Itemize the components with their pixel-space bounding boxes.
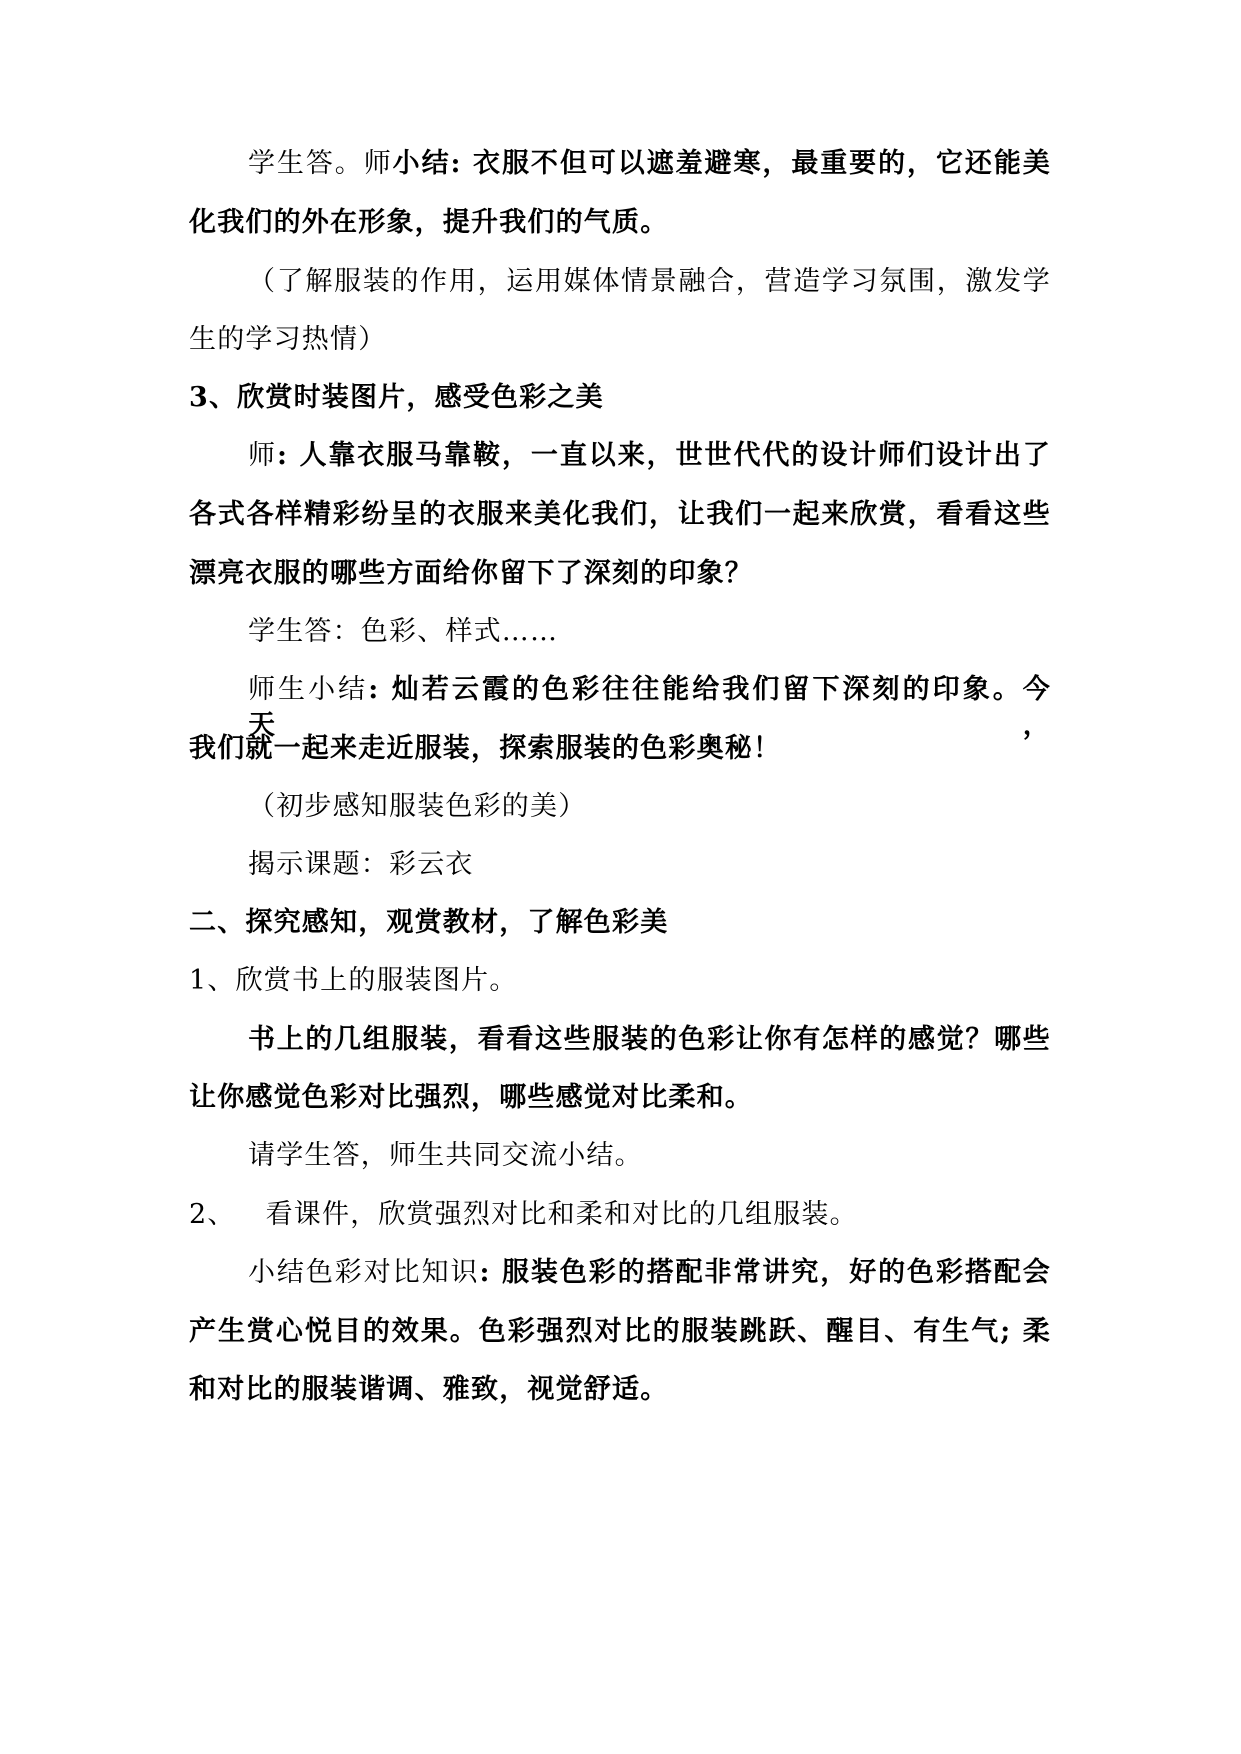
section-heading-2: 二、探究感知，观赏教材，了解色彩美 bbox=[189, 907, 669, 938]
item-1-heading: 1、欣赏书上的服装图片。 bbox=[189, 965, 518, 996]
text-span-bold: 小结 bbox=[392, 148, 451, 179]
item-2-number: 2、 bbox=[189, 1199, 236, 1230]
summary-line-2: 我们就一起来走近服装，探索服装的色彩奥秘！ bbox=[189, 733, 782, 764]
note-line-3: （初步感知服装色彩的美） bbox=[248, 791, 587, 822]
teacher-line-1 bbox=[248, 438, 1051, 474]
discussion-line: 请学生答，师生共同交流小结。 bbox=[248, 1140, 643, 1171]
teacher-line-3: 漂亮衣服的哪些方面给你留下了深刻的印象？ bbox=[189, 558, 753, 589]
text-span-bold: : 灿若云霞的色彩往往能给我们留下深刻的印象。今天， bbox=[248, 674, 1051, 741]
paragraph-summary-line-2: 化我们的外在形象，提升我们的气质。 bbox=[189, 207, 669, 238]
text-span: 师 bbox=[248, 440, 277, 471]
teacher-line-2: 各式各样精彩纷呈的衣服来美化我们，让我们一起来欣赏，看看这些 bbox=[189, 499, 1051, 530]
question-line-2: 让你感觉色彩对比强烈，哪些感觉对比柔和。 bbox=[189, 1082, 753, 1113]
paragraph-summary-line-1 bbox=[248, 146, 1051, 182]
text-span-bold: : 服装色彩的搭配非常讲究，好的色彩搭配会 bbox=[479, 1257, 1051, 1288]
topic-line: 揭示课题：彩云衣 bbox=[248, 849, 474, 880]
text-span-bold: : 衣服不但可以遮羞避寒，最重要的，它还能美 bbox=[450, 148, 1051, 179]
question-line-1: 书上的几组服装，看看这些服装的色彩让你有怎样的感觉？哪些 bbox=[248, 1024, 1051, 1055]
color-summary-line-3: 和对比的服装谐调、雅致，视觉舒适。 bbox=[189, 1374, 669, 1405]
note-line-2: 生的学习热情） bbox=[189, 324, 387, 355]
student-answer-line: 学生答：色彩、样式…… bbox=[248, 616, 559, 647]
note-line-1: （了解服装的作用，运用媒体情景融合，营造学习氛围，激发学 bbox=[248, 266, 1051, 297]
text-span: 学生答。师 bbox=[248, 148, 393, 179]
color-summary-line-2: 产生赏心悦目的效果。色彩强烈对比的服装跳跃、醒目、有生气; 柔 bbox=[189, 1316, 1051, 1347]
text-span: 师生小结 bbox=[248, 674, 369, 705]
color-summary-line-1 bbox=[248, 1255, 1051, 1291]
section-heading-3: 3、欣赏时装图片，感受色彩之美 bbox=[189, 382, 604, 413]
text-span-bold: : 人靠衣服马靠鞍，一直以来，世世代代的设计师们设计出了 bbox=[276, 440, 1051, 471]
text-span: 小结色彩对比知识 bbox=[248, 1257, 480, 1288]
item-2-text: 看课件，欣赏强烈对比和柔和对比的几组服装。 bbox=[265, 1199, 858, 1230]
item-2-line bbox=[189, 1197, 858, 1233]
